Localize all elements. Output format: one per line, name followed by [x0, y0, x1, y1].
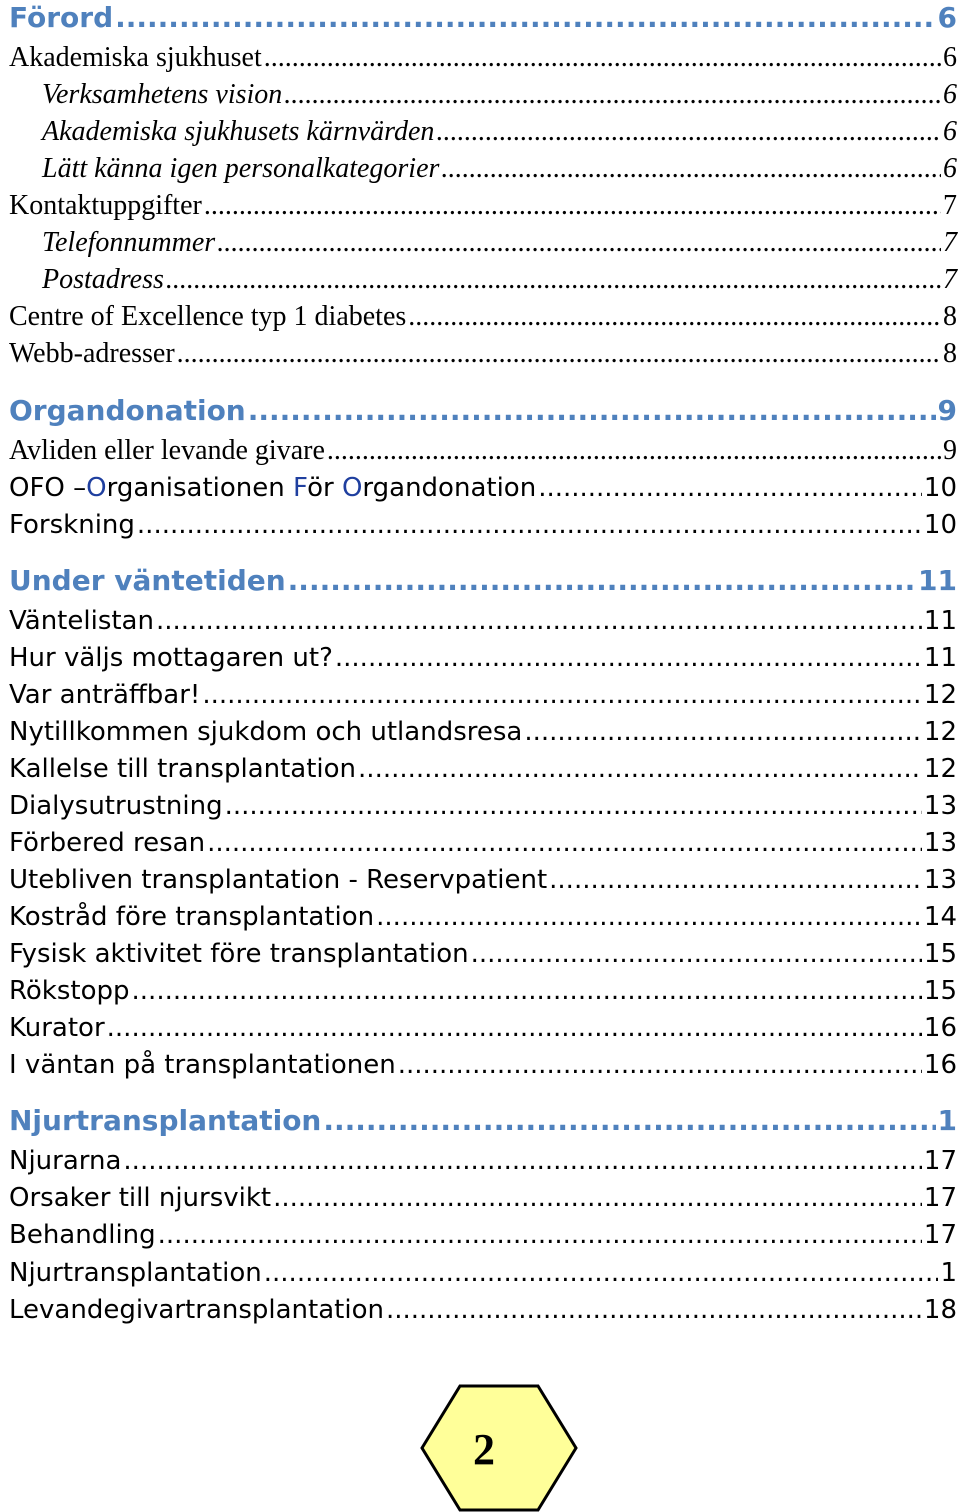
toc-leader-dots	[436, 114, 941, 150]
toc-page-number: 11	[918, 564, 957, 597]
toc-leader-dots	[549, 862, 922, 898]
toc-leader-dots	[225, 788, 922, 824]
toc-entry[interactable]	[42, 77, 957, 113]
toc-entry-title: Orsaker till njursvikt	[9, 1183, 272, 1213]
toc-entry-title: Webb-adresser	[9, 338, 175, 369]
toc-leader-dots	[386, 1292, 922, 1328]
toc-entry-title: Fysisk aktivitet före transplantation	[9, 939, 469, 969]
toc-entry[interactable]	[9, 1292, 957, 1328]
toc-leader-dots	[323, 1103, 935, 1139]
toc-entry[interactable]	[42, 262, 957, 298]
toc-page-number: 1	[937, 1104, 957, 1137]
toc-entry[interactable]	[42, 225, 957, 261]
toc-page-number: 17	[923, 1220, 957, 1250]
toc-page-number: 13	[923, 791, 957, 821]
toc-page-number: 10	[923, 473, 957, 503]
toc-entry-title: Akademiska sjukhusets kärnvärden	[42, 116, 435, 147]
toc-entry-title: Nytillkommen sjukdom och utlandsresa	[9, 717, 523, 747]
toc-entry[interactable]	[9, 433, 957, 469]
toc-entry-title: Avliden eller levande givare	[9, 435, 325, 466]
toc-page-number: 17	[923, 1146, 957, 1176]
toc-entry-title: Forskning	[9, 510, 135, 540]
toc-heading[interactable]	[9, 393, 957, 429]
toc-page-number: 16	[923, 1050, 957, 1080]
toc-leader-dots	[538, 470, 922, 506]
toc-entry[interactable]	[9, 899, 957, 935]
toc-entry-title: Dialysutrustning	[9, 791, 223, 821]
toc-page-number: 6	[943, 79, 957, 110]
toc-entry-title: I väntan på transplantationen	[9, 1050, 396, 1080]
toc-entry[interactable]	[42, 151, 957, 187]
toc-leader-dots	[264, 1255, 939, 1291]
toc-leader-dots	[441, 151, 941, 187]
toc-leader-dots	[123, 1143, 921, 1179]
toc-leader-dots	[156, 603, 922, 639]
toc-entry-title: Kostråd före transplantation	[9, 902, 375, 932]
toc-leader-dots	[408, 299, 941, 335]
toc-entry-title: Kallelse till transplantation	[9, 754, 357, 784]
toc-heading[interactable]	[9, 0, 957, 36]
toc-entry[interactable]	[9, 1180, 957, 1216]
toc-entry[interactable]	[9, 299, 957, 335]
toc-leader-dots	[137, 507, 922, 543]
toc-entry[interactable]	[9, 788, 957, 824]
toc-leader-dots	[177, 336, 941, 372]
toc-entry-title: Kurator	[9, 1013, 105, 1043]
toc-entry[interactable]	[9, 825, 957, 861]
hexagon-shape	[422, 1386, 576, 1510]
toc-page-number: 13	[923, 865, 957, 895]
toc-page-number: 1	[940, 1258, 957, 1288]
toc-entry-title: Kontaktuppgifter	[9, 190, 202, 221]
toc-entry-title: Utebliven transplantation - Reservpatient	[9, 865, 548, 895]
toc-entry-title: Lätt känna igen personalkategorier	[42, 153, 440, 184]
toc-entry-title: Verksamhetens vision	[42, 79, 283, 110]
toc-page-number: 6	[943, 42, 957, 73]
toc-entry[interactable]	[9, 40, 957, 76]
toc-entry-title: Njurarna	[9, 1146, 122, 1176]
toc-page-number: 7	[943, 190, 957, 221]
toc-leader-dots	[248, 393, 936, 429]
toc-entry[interactable]	[9, 188, 957, 224]
toc-entry-title: Hur väljs mottagaren ut?	[9, 643, 333, 673]
toc-page-number: 18	[923, 1295, 957, 1325]
toc-page-number: 16	[923, 1013, 957, 1043]
toc-page-number: 7	[943, 227, 957, 258]
toc-page-number: 6	[943, 153, 957, 184]
toc-entry-title: Postadress	[42, 264, 164, 295]
toc-leader-dots	[132, 973, 922, 1009]
toc-heading-title: Förord	[9, 1, 114, 34]
toc-entry-title: Centre of Excellence typ 1 diabetes	[9, 301, 407, 332]
toc-page-number: 17	[923, 1183, 957, 1213]
toc-entry[interactable]	[9, 1255, 957, 1291]
toc-page-number: 15	[923, 976, 957, 1006]
toc-page-number: 7	[943, 264, 957, 295]
toc-heading-title: Under väntetiden	[9, 564, 286, 597]
toc-page-number: 12	[923, 754, 957, 784]
toc-entry[interactable]	[9, 1217, 957, 1253]
toc-entry[interactable]	[9, 640, 957, 676]
toc-page-number: 9	[943, 435, 957, 466]
toc-heading-title: Njurtransplantation	[9, 1104, 322, 1137]
toc-page-number: 12	[923, 717, 957, 747]
toc-entry-title: Förbered resan	[9, 828, 206, 858]
toc-page-number: 13	[923, 828, 957, 858]
toc-leader-dots	[107, 1010, 922, 1046]
toc-entry[interactable]	[9, 1143, 957, 1179]
toc-page-number: 11	[923, 643, 957, 673]
toc-leader-dots	[158, 1217, 922, 1253]
toc-entry[interactable]	[9, 936, 957, 972]
toc-entry-title: Njurtransplantation	[9, 1258, 262, 1288]
toc-leader-dots	[524, 714, 922, 750]
toc-entry[interactable]	[9, 507, 957, 543]
toc-leader-dots	[358, 751, 922, 787]
toc-page-number: 14	[923, 902, 957, 932]
page-number: 2	[473, 1425, 495, 1474]
toc-entry-title: Rökstopp	[9, 976, 130, 1006]
toc-heading-title: Organdonation	[9, 394, 246, 427]
toc-leader-dots	[335, 640, 922, 676]
toc-page-number: 8	[943, 301, 957, 332]
toc-entry[interactable]	[9, 1047, 957, 1083]
toc-leader-dots	[204, 188, 941, 224]
toc-leader-dots	[376, 899, 922, 935]
toc-page-number: 6	[937, 1, 957, 34]
toc-leader-dots	[115, 0, 935, 36]
toc-entry[interactable]	[9, 862, 957, 898]
toc-page-number: 8	[943, 338, 957, 369]
toc-entry[interactable]	[9, 751, 957, 787]
toc-entry[interactable]	[9, 1010, 957, 1046]
toc-entry[interactable]	[9, 714, 957, 750]
toc-page-number: 6	[943, 116, 957, 147]
toc-page-number: 9	[937, 394, 957, 427]
page-number-badge	[420, 1384, 578, 1512]
toc-leader-dots	[284, 77, 941, 113]
toc-entry[interactable]	[9, 336, 957, 372]
toc-entry-title: Levandegivartransplantation	[9, 1295, 384, 1325]
toc-entry-title: OFO –Organisationen För Organdonation	[9, 473, 537, 503]
toc-entry-title: Behandling	[9, 1220, 156, 1250]
toc-entry[interactable]	[9, 470, 957, 506]
toc-entry[interactable]	[9, 603, 957, 639]
toc-entry-title: Telefonnummer	[42, 227, 216, 258]
toc-leader-dots	[273, 1180, 922, 1216]
toc-entry-title: Väntelistan	[9, 606, 154, 636]
toc-entry[interactable]	[9, 973, 957, 1009]
toc-entry[interactable]	[9, 677, 957, 713]
toc-heading[interactable]	[9, 1103, 957, 1139]
toc-leader-dots	[207, 825, 922, 861]
toc-leader-dots	[264, 40, 941, 76]
toc-leader-dots	[327, 433, 941, 469]
toc-leader-dots	[398, 1047, 922, 1083]
toc-entry-title: Var anträffbar!	[9, 680, 201, 710]
toc-leader-dots	[288, 563, 916, 599]
toc-leader-dots	[217, 225, 941, 261]
toc-page-number: 15	[923, 939, 957, 969]
toc-entry-title: Akademiska sjukhuset	[9, 42, 262, 73]
toc-leader-dots	[166, 262, 941, 298]
toc-page-number: 10	[923, 510, 957, 540]
toc-entry[interactable]	[42, 114, 957, 150]
toc-leader-dots	[202, 677, 922, 713]
toc-leader-dots	[471, 936, 922, 972]
toc-heading[interactable]	[9, 563, 957, 599]
toc-page-number: 12	[923, 680, 957, 710]
toc-page-number: 11	[923, 606, 957, 636]
